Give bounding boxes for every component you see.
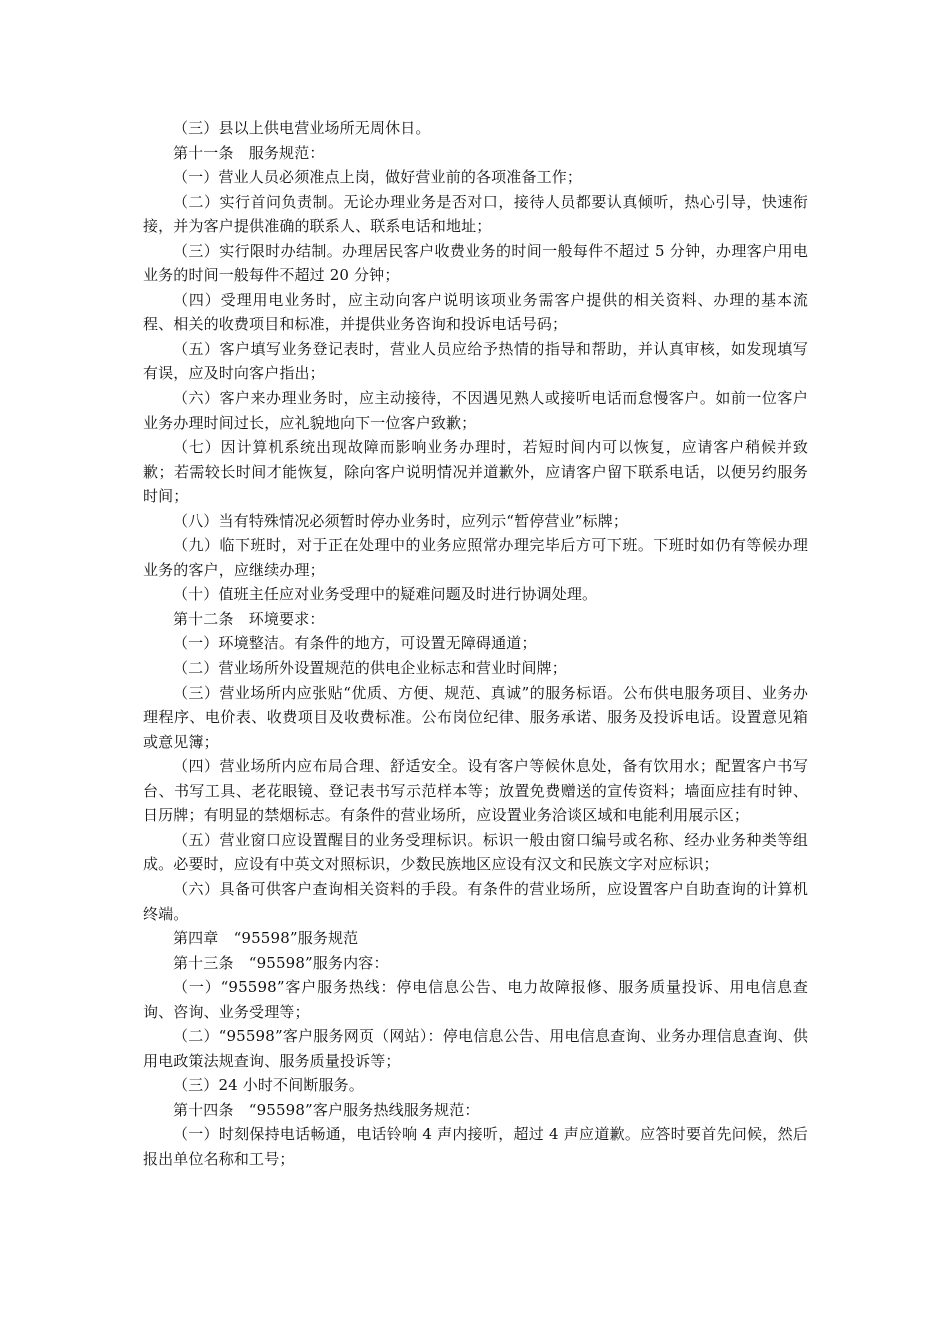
paragraph-9: （七）因计算机系统出现故障而影响业务办理时，若短时间内可以恢复，应请客户稍候并致歉；若需较长时间才能恢复，除向客户说明情况并道歉外，应请客户留下联系电话，以便另约服务时间；	[143, 438, 808, 506]
article-12-heading: 第十二条 环境要求：	[173, 609, 325, 628]
paragraph-7: （五）客户填写业务登记表时，营业人员应给予热情的指导和帮助，并认真审核，如发现填写有误，应及时向客户指出；	[143, 339, 808, 383]
paragraph-17: （四）营业场所内应布局合理、舒适安全。设有客户等候休息处，备有饮用水；配置客户书写台、书写工具、老花眼镜、登记表书写示范样本等；放置免费赠送的宣传资料；墙面应挂有时钟、日历牌；有明显的禁烟标志。有条件的营业场所，应设置业务洽谈区域和电能利用展示区；	[143, 757, 808, 825]
article-11-heading: 第十一条 服务规范：	[173, 143, 325, 162]
paragraph-24: （三）24 小时不间断服务。	[173, 1076, 364, 1095]
article-14-heading: 第十四条 “95598”客户服务热线服务规范：	[173, 1100, 480, 1119]
article-13-heading: 第十三条 “95598”服务内容：	[173, 953, 389, 972]
paragraph-14: （一）环境整洁。有条件的地方，可设置无障碍通道；	[173, 634, 537, 653]
paragraph-10: （八）当有特殊情况必须暂时停办业务时，应列示“暂停营业”标牌；	[173, 511, 628, 530]
document-page	[143, 116, 808, 1172]
paragraph-23: （二）“95598”客户服务网页（网站）：停电信息公告、用电信息查询、业务办理信息查询、供用电政策法规查询、服务质量投诉等；	[143, 1027, 808, 1070]
paragraph-3: （一）营业人员必须准点上岗，做好营业前的各项准备工作；	[173, 168, 583, 187]
paragraph-18: （五）营业窗口应设置醒目的业务受理标识。标识一般由窗口编号或名称、经办业务种类等组成。必要时，应设有中英文对照标识，少数民族地区应设有汉文和民族文字对应标识；	[143, 830, 808, 874]
paragraph-6: （四）受理用电业务时，应主动向客户说明该项业务需客户提供的相关资料、办理的基本流程、相关的收费项目和标准，并提供业务咨询和投诉电话号码；	[143, 290, 808, 334]
paragraph-26: （一）时刻保持电话畅通，电话铃响 4 声内接听，超过 4 声应道歉。应答时要首先问候，然后报出单位名称和工号；	[143, 1125, 808, 1168]
paragraph-15: （二）营业场所外设置规范的供电企业标志和营业时间牌；	[173, 659, 567, 678]
paragraph-16: （三）营业场所内应张贴“优质、方便、规范、真诚”的服务标语。公布供电服务项目、业务办理程序、电价表、收费项目及收费标准。公布岗位纪律、服务承诺、服务及投诉电话。设置意见箱或意见簿；	[143, 683, 808, 751]
paragraph-12: （十）值班主任应对业务受理中的疑难问题及时进行协调处理。	[173, 585, 598, 604]
paragraph-19: （六）具备可供客户查询相关资料的手段。有条件的营业场所，应设置客户自助查询的计算机终端。	[143, 879, 808, 923]
paragraph-8: （六）客户来办理业务时，应主动接待，不因遇见熟人或接听电话而怠慢客户。如前一位客户业务办理时间过长，应礼貌地向下一位客户致歉；	[143, 389, 808, 432]
paragraph-22: （一）“95598”客户服务热线：停电信息公告、电力故障报修、服务质量投诉、用电信息查询、咨询、业务受理等；	[143, 978, 808, 1021]
chapter-4-heading: 第四章 “95598”服务规范	[173, 929, 359, 948]
paragraph-11: （九）临下班时，对于正在处理中的业务应照常办理完毕后方可下班。下班时如仍有等候办理业务的客户，应继续办理；	[143, 536, 808, 579]
paragraph-4: （二）实行首问负责制。无论办理业务是否对口，接待人员都要认真倾听，热心引导，快速衔接，并为客户提供准确的联系人、联系电话和地址；	[143, 192, 808, 236]
paragraph-5: （三）实行限时办结制。办理居民客户收费业务的时间一般每件不超过 5 分钟，办理客户用电业务的时间一般每件不超过 20 分钟；	[143, 241, 808, 285]
paragraph-1: （三）县以上供电营业场所无周休日。	[173, 119, 431, 137]
